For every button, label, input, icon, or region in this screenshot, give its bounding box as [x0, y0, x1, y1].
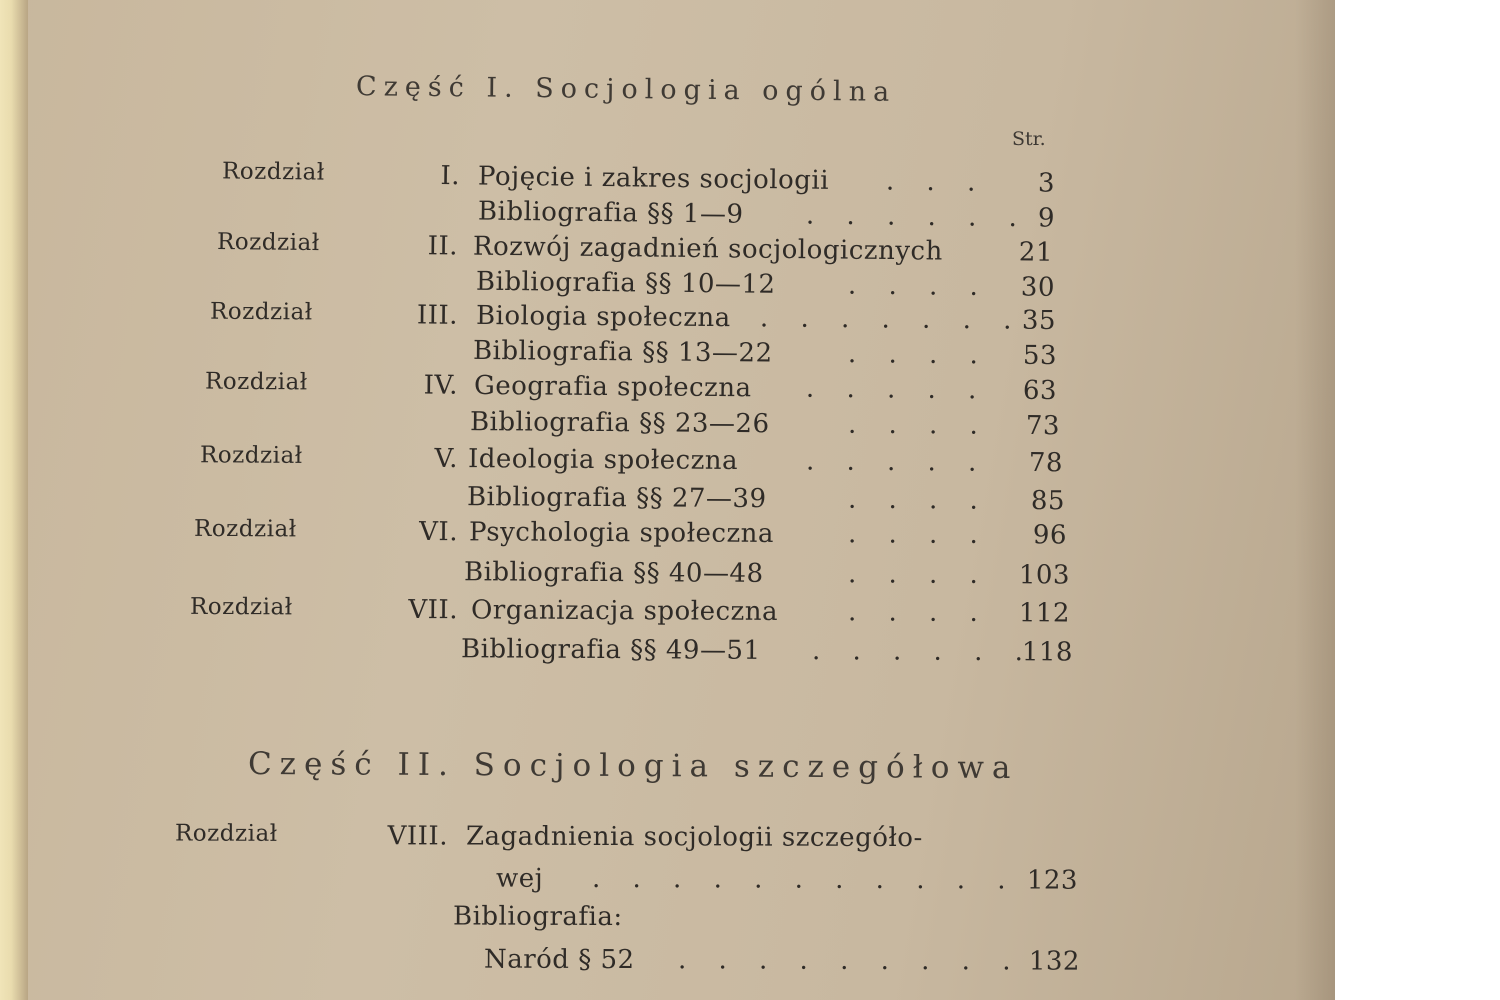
leader-dots: . . . . — [847, 270, 991, 303]
leader-dots: . . . . — [847, 484, 990, 516]
leader-dots: . . . . — [847, 519, 990, 551]
chapter-numeral: II. — [427, 231, 459, 262]
chapter-numeral: VI. — [419, 517, 459, 548]
entry-title: wej — [495, 863, 544, 894]
chapter-numeral: VII. — [408, 594, 459, 626]
leader-dots: . . . . — [847, 339, 990, 371]
leader-dots: . . . . . . . . . . . — [591, 863, 1018, 896]
chapter-label: Rozdział — [204, 368, 308, 396]
leader-dots: . . . . . . — [811, 636, 1035, 668]
toc-entry — [0, 441, 1335, 484]
entry-title: Bibliografia §§ 23—26 — [469, 407, 770, 440]
leader-dots: . . . . — [847, 409, 990, 441]
leader-dots: . . . . . — [805, 373, 989, 406]
page-number: 96 — [1032, 520, 1068, 551]
entry-title: Bibliografia §§ 49—51 — [460, 634, 761, 666]
leader-dots: . . . . — [847, 597, 990, 629]
chapter-label: Rozdział — [199, 442, 303, 469]
chapter-label: Rozdział — [221, 158, 325, 186]
toc-entry — [0, 515, 1335, 556]
toc-entry — [0, 943, 1335, 982]
entry-title: Rozwój zagadnień socjologicznych — [472, 231, 943, 267]
leader-dots: . . . . . . — [805, 200, 1030, 234]
page-number: 118 — [1021, 637, 1074, 668]
entry-title: Pojęcie i zakres socjologii — [477, 161, 830, 196]
page-number: 85 — [1030, 486, 1066, 517]
chapter-label: Rozdział — [193, 515, 297, 543]
chapter-numeral: III. — [416, 300, 459, 331]
entry-title: Bibliografia §§ 1—9 — [477, 196, 744, 230]
entry-title: Psychologia społeczna — [468, 517, 775, 549]
part-1-title: Część I. Socjologia ogólna — [355, 71, 897, 108]
page-number: 9 — [1037, 203, 1056, 234]
page-number: 21 — [1018, 237, 1054, 268]
toc-entry — [0, 862, 1335, 901]
chapter-label: Rozdział — [209, 298, 313, 326]
leader-dots: . . . . — [847, 559, 990, 591]
page-column-header: Str. — [1012, 128, 1046, 150]
part-2-title: Część II. Socjologia szczegółowa — [247, 745, 1019, 787]
entry-title: Bibliografia §§ 10—12 — [475, 266, 776, 300]
leader-dots: . . . . . . . . . — [677, 945, 1023, 977]
leader-dots: . . . . . . . — [759, 303, 1024, 336]
page-number: 73 — [1025, 410, 1061, 442]
entry-title: Ideologia społeczna — [467, 444, 739, 476]
toc-entry — [0, 632, 1335, 673]
page-number: 123 — [1026, 865, 1079, 896]
page-number: 30 — [1020, 272, 1056, 303]
entry-title: Zagadnienia socjologii szczegóło- — [465, 821, 923, 854]
chapter-label: Rozdział — [189, 593, 293, 621]
chapter-numeral: VIII. — [387, 821, 449, 852]
entry-title: Organizacja społeczna — [470, 595, 779, 627]
chapter-numeral: I. — [440, 161, 461, 192]
chapter-numeral: V. — [434, 443, 459, 475]
entry-title: Bibliografia: — [452, 901, 623, 933]
page-number: 78 — [1028, 447, 1064, 479]
page-number: 35 — [1021, 305, 1057, 336]
leader-dots: . . . — [885, 166, 988, 198]
page-number: 132 — [1028, 946, 1081, 977]
toc-entry — [0, 900, 1335, 939]
toc-entry — [0, 593, 1335, 634]
entry-title: Bibliografia §§ 40—48 — [463, 557, 764, 589]
entry-title: Biologia społeczna — [475, 300, 731, 334]
entry-title: Geografia społeczna — [473, 370, 752, 404]
entry-title: Bibliografia §§ 13—22 — [472, 335, 773, 369]
leader-dots: . . . . . — [805, 446, 989, 478]
page-number: 63 — [1022, 375, 1058, 406]
entry-title: Bibliografia §§ 27—39 — [466, 482, 767, 515]
chapter-label: Rozdział — [174, 820, 278, 847]
entry-title: Naród § 52 — [483, 944, 635, 976]
page-number: 103 — [1018, 560, 1071, 591]
chapter-label: Rozdział — [216, 228, 320, 257]
page-number: 112 — [1018, 598, 1071, 629]
chapter-numeral: IV. — [423, 370, 459, 401]
page-number: 53 — [1022, 340, 1058, 371]
toc-entry — [0, 555, 1335, 596]
page-number: 3 — [1037, 168, 1056, 199]
toc-entry — [0, 820, 1335, 859]
